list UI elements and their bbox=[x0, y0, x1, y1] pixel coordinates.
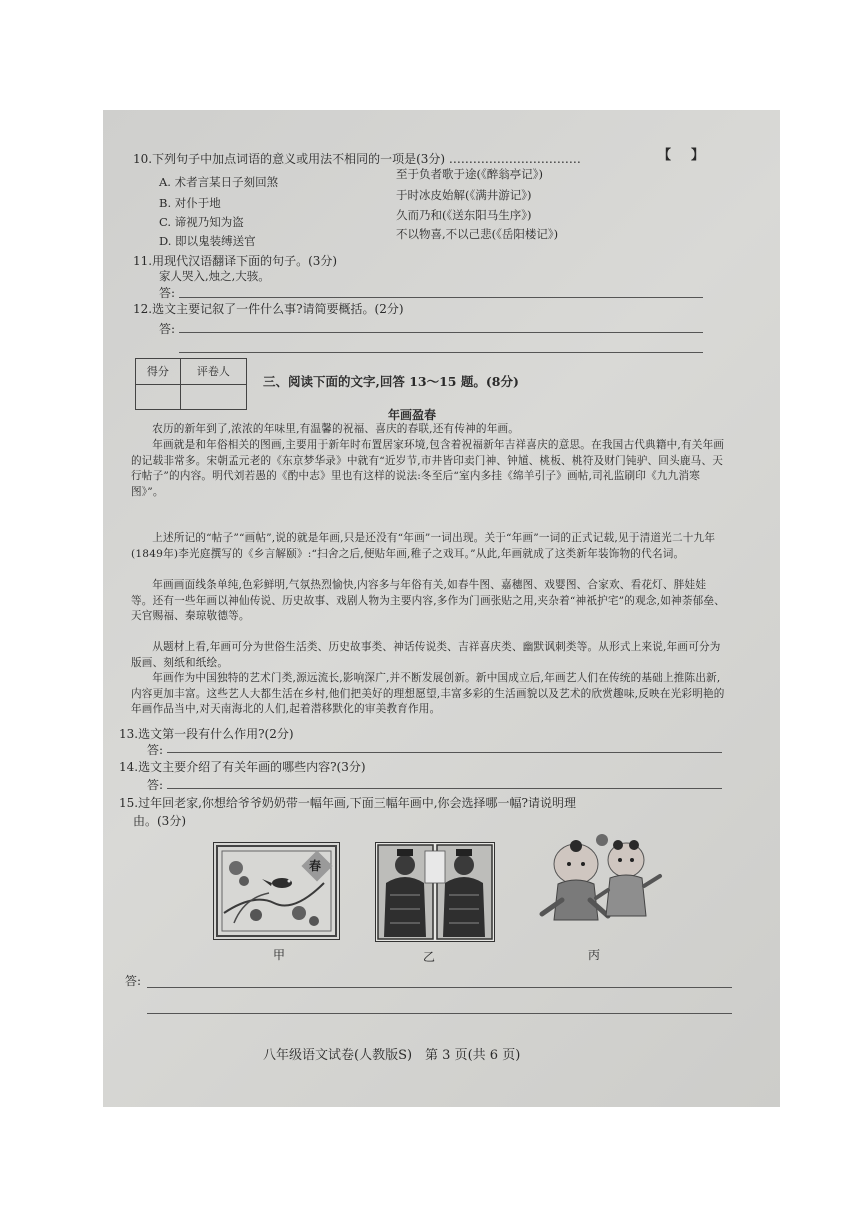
q11-stem: 11.用现代汉语翻译下面的句子。(3分) bbox=[133, 254, 338, 268]
q12-answer-line-2[interactable] bbox=[179, 352, 703, 353]
article-paragraph-5: 从题材上看,年画可分为世俗生活类、历史故事类、神话传说类、吉祥喜庆类、幽默讽刺类等。从形式上来说,年画可分为版画、刻纸和纸绘。 bbox=[131, 641, 721, 669]
q14-answer-label: 答: bbox=[147, 778, 164, 792]
q12-stem: 12.选文主要记叙了一件什么事?请简要概括。(2分) bbox=[133, 302, 404, 316]
q11-answer-line[interactable] bbox=[179, 297, 703, 298]
score-table bbox=[135, 358, 247, 410]
score-cell[interactable] bbox=[136, 384, 181, 410]
q10-bracket-close: 】 bbox=[691, 148, 705, 163]
q13-answer-line[interactable] bbox=[167, 752, 722, 753]
nianhua-bing-image[interactable] bbox=[528, 828, 668, 932]
q10-option-b-right: 于时冰皮始解(《满井游记》) bbox=[396, 188, 532, 202]
q11-answer-label: 答: bbox=[159, 286, 176, 300]
q12-answer-label: 答: bbox=[159, 322, 176, 336]
q10-option-c-left: C. 谛视乃知为盗 bbox=[159, 215, 244, 229]
article-paragraph-6: 年画作为中国独特的艺术门类,源远流长,影响深广,并不断发展创新。新中国成立后,年画艺人们在传统的基础上推陈出新,内容更加丰富。这些艺人大都生活在乡村,他们把美好的理想愿望,丰富多彩的生活画貌以及艺术的欣赏趣味,反映在光彩明艳的年画作品当中,对天南海北的人们,起着潜移默化的审美教育作用。 bbox=[131, 672, 725, 715]
article-title: 年画盈春 bbox=[388, 408, 437, 422]
q15-answer-line-2[interactable] bbox=[147, 1013, 732, 1014]
section-3-title: 三、阅读下面的文字,回答 13～15 题。(8分) bbox=[263, 374, 519, 389]
article-paragraph-1: 农历的新年到了,浓浓的年味里,有温馨的祝福、喜庆的春联,还有传神的年画。 bbox=[152, 423, 520, 435]
door-gods-painting-icon bbox=[376, 843, 494, 941]
q15-answer-line-1[interactable] bbox=[147, 987, 732, 988]
q10-option-c-right: 久而乃和(《送东阳马生序》) bbox=[396, 208, 532, 222]
q10-option-b-left: B. 对仆于地 bbox=[159, 196, 221, 210]
q10-option-a-right: 至于负者歌于途(《醉翁亭记》) bbox=[396, 167, 543, 181]
article-paragraph-4: 年画画面线条单纯,色彩鲜明,气氛热烈愉快,内容多与年俗有关,如春牛图、嘉穗图、戏婴图、合家欢、看花灯、胖娃娃等。还有一些年画以神仙传说、历史故事、戏剧人物为主要内容,多作为门画张贴之用,夹杂着“神祇护宅”的观念,如神荼郁垒、天官赐福、秦琼敬德等。 bbox=[131, 579, 725, 622]
nianhua-jia-seal-text: 春 bbox=[309, 859, 322, 873]
q14-answer-line[interactable] bbox=[167, 788, 722, 789]
nianhua-yi-image[interactable] bbox=[375, 842, 495, 942]
nianhua-bing-label: 丙 bbox=[588, 948, 601, 962]
score-header: 得分 bbox=[136, 359, 181, 385]
chubby-children-painting-icon bbox=[528, 828, 668, 932]
exam-page bbox=[103, 110, 780, 1107]
q10-stem: 10.下列句子中加点词语的意义或用法不相同的一项是(3分) …………………………… bbox=[133, 152, 581, 166]
page-footer: 八年级语文试卷(人教版S) 第 3 页(共 6 页) bbox=[263, 1048, 521, 1063]
q10-option-a-left: A. 术者言某日子刻回煞 bbox=[159, 175, 279, 189]
nianhua-yi-label: 乙 bbox=[423, 950, 436, 964]
grader-cell[interactable] bbox=[180, 384, 246, 410]
q12-answer-line-1[interactable] bbox=[179, 332, 703, 333]
nianhua-jia-label: 甲 bbox=[273, 948, 286, 962]
article-paragraph-2: 年画就是和年俗相关的图画,主要用于新年时布置居家环境,包含着祝福新年吉祥喜庆的意思。在我国古代典籍中,有关年画的记载非常多。宋朝孟元老的《东京梦华录》中就有“近岁节,市井皆印卖门神、钟馗、桃板、桃符及财门钝驴、回头鹿马、天行帖子”的内容。明代刘若愚的《酌中志》里也有这样的说法:冬至后“室内多挂《绵羊引子》画帖,司礼监刷印《九九消寒图》”。 bbox=[131, 439, 725, 498]
q10-option-d-left: D. 即以鬼装缚送官 bbox=[159, 234, 256, 248]
grader-header: 评卷人 bbox=[180, 359, 246, 385]
nianhua-jia-image[interactable] bbox=[213, 842, 340, 940]
q15-answer-label: 答: bbox=[125, 974, 142, 988]
q10-bracket-open: 【 bbox=[658, 148, 672, 163]
q13-stem: 13.选文第一段有什么作用?(2分) bbox=[119, 727, 294, 741]
q14-stem: 14.选文主要介绍了有关年画的哪些内容?(3分) bbox=[119, 760, 366, 774]
q13-answer-label: 答: bbox=[147, 743, 164, 757]
q11-sentence: 家人哭入,烛之,大骇。 bbox=[159, 269, 270, 283]
q15-stem-line-2: 由。(3分) bbox=[133, 814, 186, 828]
q10-option-d-right: 不以物喜,不以己悲(《岳阳楼记》) bbox=[396, 227, 559, 241]
q15-stem-line-1: 15.过年回老家,你想给爷爷奶奶带一幅年画,下面三幅年画中,你会选择哪一幅?请说明理 bbox=[119, 796, 576, 810]
article-paragraph-3: 上述所记的“帖子”“画帖”,说的就是年画,只是还没有“年画”一词出现。关于“年画”一词的正式记载,见于清道光二十九年(1849年)李光庭撰写的《乡言解颐》:“扫舍之后,便贴年画,稚子之戏耳。”从此,年画就成了这类新年装饰物的代名词。 bbox=[131, 532, 716, 560]
